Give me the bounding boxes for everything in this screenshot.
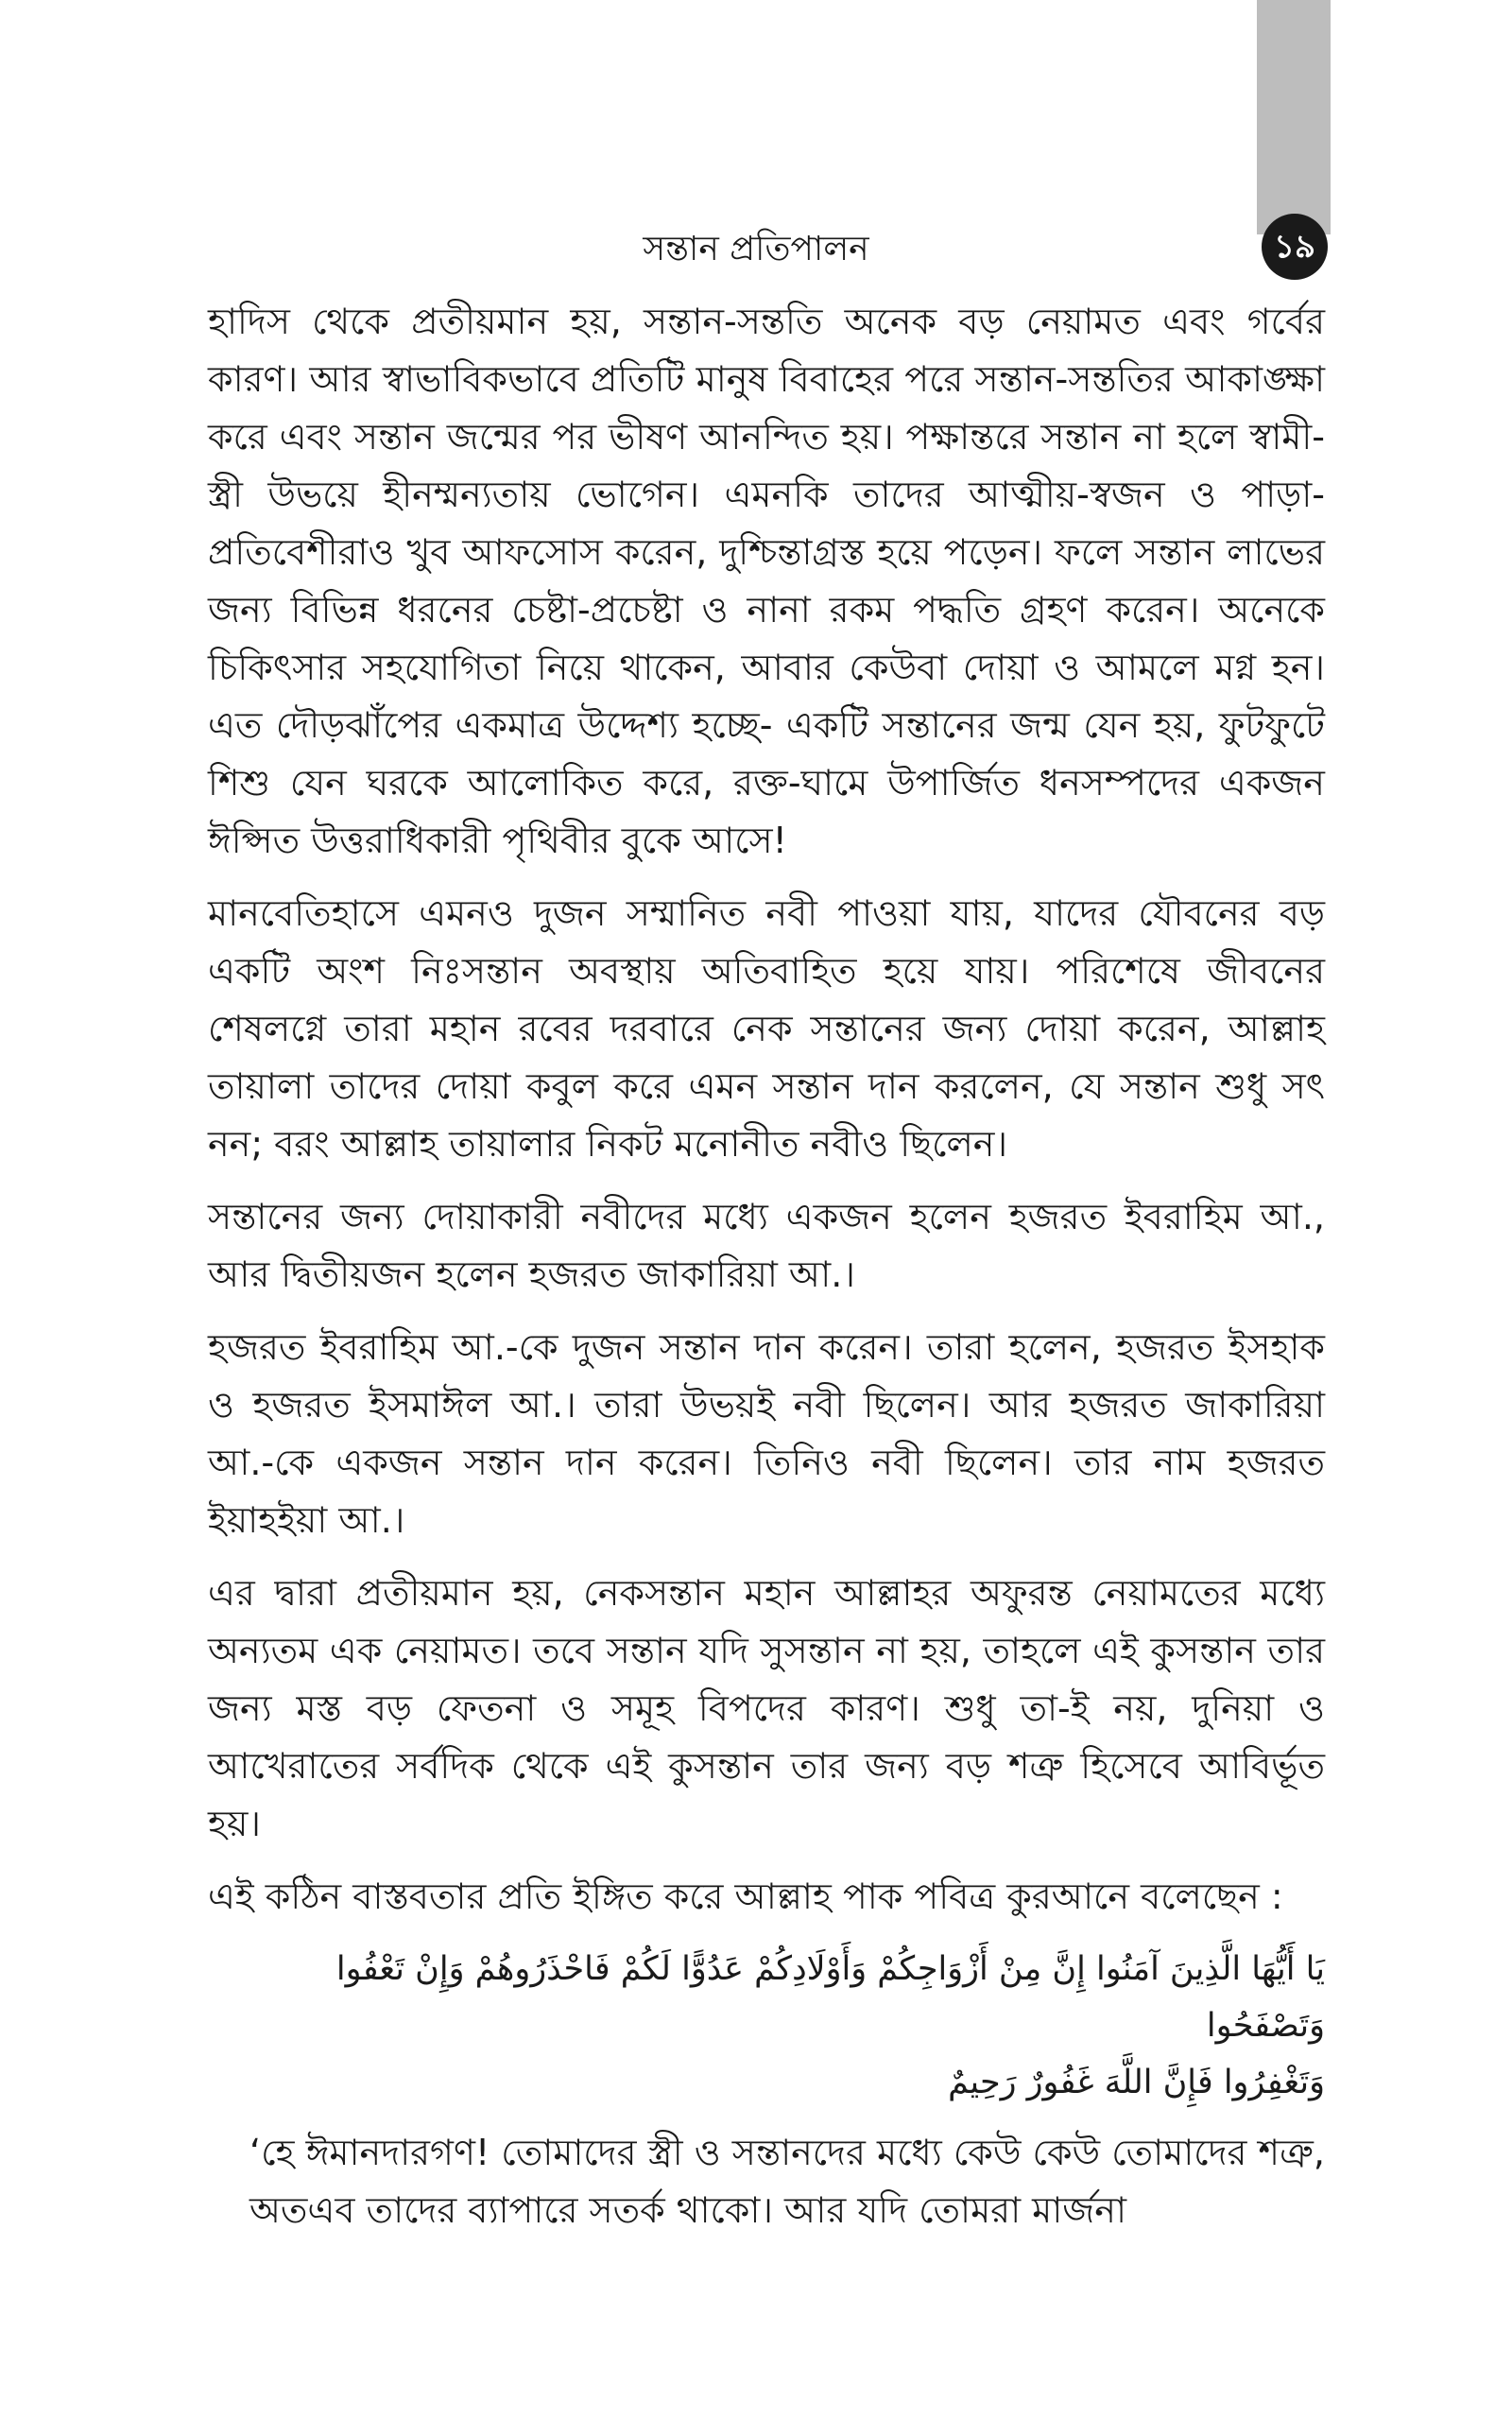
page-edge-tab (1257, 0, 1331, 234)
arabic-verse (208, 1941, 1325, 2111)
verse-translation: ‘হে ঈমানদারগণ! তোমাদের স্ত্রী ও সন্তানদের মধ্যে কেউ কেউ তোমাদের শত্রু, অতএব তাদের ব্যাপারে সতর্ক থাকো। আর যদি তোমরা মার্জনা (249, 2132, 1325, 2231)
running-title: সন্তান প্রতিপালন (643, 230, 869, 268)
paragraph-4: হজরত ইবরাহিম আ.-কে দুজন সন্তান দান করেন। তারা হলেন, হজরত ইসহাক ও হজরত ইসমাঈল আ.। তারা উভয়ই নবী ছিলেন। আর হজরত জাকারিয়া আ.-কে একজন সন্তান দান করেন। তিনিও নবী ছিলেন। তার নাম হজরত ইয়াহইয়া আ.। (208, 1326, 1325, 1541)
paragraph-3: সন্তানের জন্য দোয়াকারী নবীদের মধ্যে একজন হলেন হজরত ইবরাহিম আ., আর দ্বিতীয়জন হলেন হজরত জাকারিয়া আ.। (208, 1196, 1325, 1295)
paragraph-5: এর দ্বারা প্রতীয়মান হয়, নেকসন্তান মহান আল্লাহর অফুরন্ত নেয়ামতের মধ্যে অন্যতম এক নেয়ামত। তবে সন্তান যদি সুসন্তান না হয়, তাহলে এই কুসন্তান তার জন্য মস্ত বড় ফেতনা ও সমূহ বিপদের কারণ। শুধু তা-ই নয়, দুনিয়া ও আখেরাতের সর্বদিক থেকে এই কুসন্তান তার জন্য বড় শত্রু হিসেবে আবির্ভূত হয়। (208, 1572, 1325, 1844)
page-number: ১৯ (1262, 214, 1328, 280)
body-text (208, 293, 1325, 2239)
paragraph-1: হাদিস থেকে প্রতীয়মান হয়, সন্তান-সন্ততি অনেক বড় নেয়ামত এবং গর্বের কারণ। আর স্বাভাবিকভাবে প্রতিটি মানুষ বিবাহের পরে সন্তান-সন্ততির আকাঙ্ক্ষা করে এবং সন্তান জন্মের পর ভীষণ আনন্দিত হয়। পক্ষান্তরে সন্তান না হলে স্বামী-স্ত্রী উভয়ে হীনম্মন্যতায় ভোগেন। এমনকি তাদের আত্মীয়-স্বজন ও পাড়া-প্রতিবেশীরাও খুব আফসোস করেন, দুশ্চিন্তাগ্রস্ত হয়ে পড়েন। ফলে সন্তান লাভের জন্য বিভিন্ন ধরনের চেষ্টা-প্রচেষ্টা ও নানা রকম পদ্ধতি গ্রহণ করেন। অনেকে চিকিৎসার সহযোগিতা নিয়ে থাকেন, আবার কেউবা দোয়া ও আমলে মগ্ন হন। এত দৌড়ঝাঁপের একমাত্র উদ্দেশ্য হচ্ছে- একটি সন্তানের জন্ম যেন হয়, ফুটফুটে শিশু যেন ঘরকে আলোকিত করে, রক্ত-ঘামে উপার্জিত ধনসম্পদের একজন ঈপ্সিত উত্তরাধিকারী পৃথিবীর বুকে আসে! (208, 301, 1325, 861)
paragraph-6: এই কঠিন বাস্তবতার প্রতি ইঙ্গিত করে আল্লাহ পাক পবিত্র কুরআনে বলেছেন : (208, 1876, 1283, 1917)
paragraph-2: মানবেতিহাসে এমনও দুজন সম্মানিত নবী পাওয়া যায়, যাদের যৌবনের বড় একটি অংশ নিঃসন্তান অবস্থায় অতিবাহিত হয়ে যায়। পরিশেষে জীবনের শেষলগ্নে তারা মহান রবের দরবারে নেক সন্তানের জন্য দোয়া করেন, আল্লাহ তায়ালা তাদের দোয়া কবুল করে এমন সন্তান দান করলেন, যে সন্তান শুধু সৎ নন; বরং আল্লাহ তায়ালার নিকট মনোনীত নবীও ছিলেন। (208, 892, 1325, 1165)
arabic-verse-line-1: يَا أَيُّهَا الَّذِينَ آمَنُوا إِنَّ مِنْ أَزْوَاجِكُمْ وَأَوْلَادِكُمْ عَدُوًّا لَكُمْ فَاحْذَرُوهُمْ وَإِنْ تَعْفُوا وَتَصْفَحُوا (335, 1950, 1325, 2045)
arabic-verse-line-2: وَتَغْفِرُوا فَإِنَّ اللَّهَ غَفُورٌ رَحِيمٌ (948, 2064, 1325, 2101)
